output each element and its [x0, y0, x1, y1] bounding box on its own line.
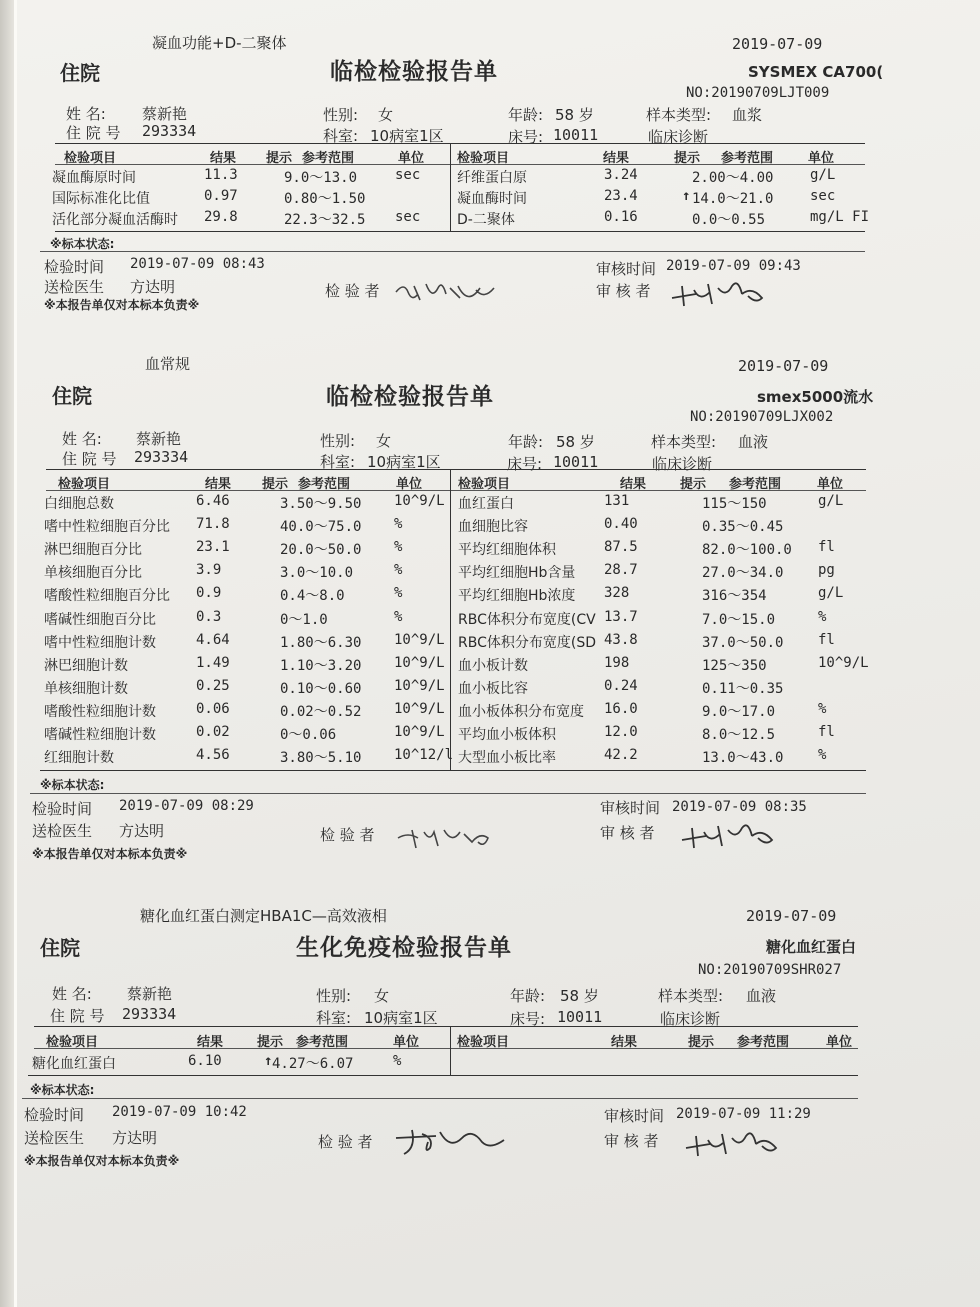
cell-result: 0.16 [604, 209, 638, 225]
patient-sex: 女 [374, 987, 390, 1005]
test-time-label: 检验时间 [32, 800, 93, 818]
header-result: 结果 [205, 477, 232, 492]
cell-ref: 0.10～0.60 [280, 680, 362, 697]
patient-id: 293334 [122, 1005, 177, 1023]
cell-result: 23.4 [604, 188, 638, 204]
reviewer-label: 审 核 者 [596, 282, 651, 300]
header-flag: 提示 [262, 477, 289, 492]
header-unit: 单位 [826, 1035, 853, 1050]
cell-unit: g/L [818, 493, 844, 509]
report-date: 2019-07-09 [732, 35, 823, 53]
review-time: 2019-07-09 09:43 [666, 258, 801, 274]
name-label: 姓 名: [66, 105, 106, 123]
sample-status-label: ※标本状态: [40, 778, 105, 792]
cell-ref: 0.02～0.52 [280, 703, 362, 720]
cell-item: 血红蛋白 [458, 496, 514, 512]
cell-item: 血小板比容 [458, 680, 528, 697]
name-label: 姓 名: [62, 430, 102, 448]
cell-item: 大型血小板比率 [458, 750, 556, 767]
cell-ref: 82.0～100.0 [702, 542, 792, 559]
sample-label: 样本类型: [658, 987, 724, 1005]
report-kind: 住院 [40, 936, 80, 960]
cell-result: 1.49 [196, 654, 230, 671]
header-result: 结果 [611, 1035, 638, 1050]
header-unit: 单位 [398, 151, 425, 166]
cell-item: 血小板计数 [458, 657, 528, 674]
patient-id: 293334 [134, 448, 189, 466]
cell-item: 嗜酸性粒细胞计数 [44, 703, 156, 720]
cell-result: 4.64 [196, 631, 230, 648]
disclaimer: ※本报告单仅对本标本负责※ [44, 298, 200, 312]
header-ref: 参考范围 [298, 477, 351, 492]
header-result: 结果 [210, 151, 237, 166]
cell-unit: % [394, 516, 403, 533]
header-ref: 参考范围 [721, 151, 774, 166]
doctor-label: 送检医生 [44, 278, 105, 296]
header-unit: 单位 [396, 477, 423, 492]
dept-label: 科室: [320, 453, 356, 471]
patient-age: 58 岁 [555, 106, 594, 124]
diagnosis-label: 临床诊断 [652, 455, 713, 473]
table-header-rule [34, 1048, 858, 1049]
age-label: 年龄: [508, 106, 544, 124]
header-item: 检验项目 [458, 477, 511, 492]
cell-item: 国际标准化比值 [52, 191, 150, 207]
cell-ref: 37.0～50.0 [702, 634, 784, 651]
patient-age: 58 岁 [560, 987, 599, 1005]
cell-unit: 10^9/L [394, 493, 445, 509]
cell-ref: 3.50～9.50 [280, 496, 362, 512]
doctor-label: 送检医生 [32, 822, 93, 840]
cell-flag: ↑ [264, 1053, 273, 1069]
cell-result: 43.8 [604, 631, 638, 648]
cell-item: 嗜酸性粒细胞百分比 [44, 588, 170, 605]
header-unit: 单位 [808, 151, 835, 166]
cell-unit: 10^9/L [818, 654, 869, 671]
cell-item: D-二聚体 [457, 212, 515, 228]
cell-ref: 7.0～15.0 [702, 611, 776, 628]
cell-unit: sec [810, 188, 836, 204]
sample-type: 血液 [738, 433, 769, 451]
cell-result: 16.0 [604, 700, 638, 717]
cell-result: 6.10 [188, 1053, 222, 1069]
table-divider [450, 1026, 451, 1075]
header-ref: 参考范围 [302, 151, 355, 166]
cell-ref: 316～354 [702, 588, 767, 605]
patient-age: 58 岁 [556, 433, 595, 451]
cell-ref: 9.0～17.0 [702, 703, 776, 720]
cell-ref: 40.0～75.0 [280, 519, 362, 536]
cell-item: RBC体积分布宽度(CV [458, 611, 596, 628]
report-date: 2019-07-09 [746, 907, 837, 925]
cell-ref: 2.00～4.00 [692, 170, 774, 186]
cell-ref: 27.0～34.0 [702, 565, 784, 582]
cell-item: 血细胞比容 [458, 519, 528, 536]
cell-unit: 10^9/L [394, 631, 445, 648]
patient-name: 蔡新艳 [142, 105, 188, 123]
cell-item: 单核细胞百分比 [44, 565, 142, 582]
sex-label: 性别: [320, 432, 356, 450]
cell-result: 42.2 [604, 747, 638, 764]
sample-label: 样本类型: [646, 106, 712, 124]
cell-result: 0.40 [604, 516, 638, 533]
report-title: 临检检验报告单 [330, 59, 498, 85]
header-ref: 参考范围 [729, 477, 782, 492]
header-item: 检验项目 [58, 477, 111, 492]
sample-type: 血浆 [732, 106, 763, 124]
cell-item: 平均红细胞Hb浓度 [458, 588, 576, 605]
header-item: 检验项目 [46, 1035, 99, 1050]
header-flag: 提示 [688, 1035, 715, 1050]
test-time: 2019-07-09 08:29 [119, 798, 254, 814]
review-time: 2019-07-09 08:35 [672, 799, 807, 815]
instrument-name: SYSMEX CA700( [748, 63, 884, 81]
cell-item: 糖化血红蛋白 [32, 1056, 116, 1072]
cell-result: 23.1 [196, 539, 230, 556]
cell-item: 白细胞总数 [44, 496, 114, 512]
cell-ref: 1.10～3.20 [280, 657, 362, 674]
cell-unit: 10^9/L [394, 654, 445, 671]
header-ref: 参考范围 [737, 1035, 790, 1050]
cell-unit: 10^9/L [394, 724, 445, 740]
table-bottom-rule [28, 1075, 858, 1076]
header-item: 检验项目 [64, 151, 117, 166]
id-label: 住 院 号 [50, 1007, 105, 1025]
header-item: 检验项目 [457, 151, 510, 166]
bed-label: 床号: [508, 128, 544, 146]
cell-ref: 115～150 [702, 496, 767, 512]
sex-label: 性别: [323, 106, 359, 124]
header-ref: 参考范围 [296, 1035, 349, 1050]
report-title: 生化免疫检验报告单 [296, 935, 512, 961]
cell-ref: 4.27～6.07 [272, 1056, 354, 1072]
cell-unit: sec [395, 167, 421, 183]
cell-item: 嗜碱性细胞百分比 [44, 611, 156, 628]
cell-unit: fl [818, 724, 835, 740]
report-number: NO:20190709LJX002 [690, 409, 834, 425]
cell-ref: 0.0～0.55 [692, 212, 766, 228]
cell-unit: mg/L FI [810, 209, 870, 225]
cell-ref: 8.0～12.5 [702, 727, 776, 743]
tester-label: 检 验 者 [318, 1133, 373, 1151]
cell-ref: 20.0～50.0 [280, 542, 362, 559]
cell-result: 198 [604, 654, 630, 671]
bed-no: 10011 [553, 453, 599, 471]
bed-no: 10011 [553, 126, 599, 144]
cell-unit: % [394, 562, 403, 579]
report-subtitle: 糖化血红蛋白测定HBA1C—高效液相 [140, 907, 387, 925]
report-number: NO:20190709SHR027 [698, 962, 842, 978]
cell-item: 平均血小板体积 [458, 727, 556, 743]
report-title: 临检检验报告单 [326, 384, 494, 410]
test-time-label: 检验时间 [44, 258, 105, 276]
cell-item: 凝血酶原时间 [52, 170, 136, 186]
cell-unit: fl [818, 539, 835, 556]
sample-status-label: ※标本状态: [30, 1083, 95, 1097]
diagnosis-label: 临床诊断 [648, 128, 709, 146]
header-unit: 单位 [393, 1035, 420, 1050]
cell-item: 嗜中性粒细胞计数 [44, 634, 156, 651]
cell-ref: 125～350 [702, 657, 767, 674]
dept-label: 科室: [316, 1009, 352, 1027]
cell-unit: % [818, 747, 827, 764]
disclaimer: ※本报告单仅对本标本负责※ [24, 1154, 180, 1168]
cell-result: 0.97 [204, 188, 238, 204]
header-unit: 单位 [817, 477, 844, 492]
cell-result: 13.7 [604, 608, 638, 625]
cell-unit: 10^9/L [394, 700, 445, 717]
cell-unit: pg [818, 562, 835, 579]
test-time-label: 检验时间 [24, 1106, 85, 1124]
review-time-label: 审核时间 [604, 1107, 665, 1125]
cell-ref: 0.80～1.50 [284, 191, 366, 207]
id-label: 住 院 号 [66, 124, 121, 142]
cell-result: 0.02 [196, 724, 230, 740]
cell-unit: % [393, 1053, 402, 1069]
cell-item: 凝血酶时间 [457, 191, 527, 207]
cell-result: 28.7 [604, 562, 638, 579]
tester-label: 检 验 者 [320, 826, 375, 844]
doctor-name: 方达明 [112, 1129, 158, 1147]
cell-item: 嗜碱性粒细胞计数 [44, 727, 156, 743]
sample-type: 血液 [746, 987, 777, 1005]
report-kind: 住院 [52, 384, 92, 408]
cell-ref: 1.80～6.30 [280, 634, 362, 651]
header-item: 检验项目 [457, 1035, 510, 1050]
name-label: 姓 名: [52, 985, 92, 1003]
test-time: 2019-07-09 10:42 [112, 1104, 247, 1120]
cell-result: 131 [604, 493, 630, 509]
report-subtitle: 凝血功能+D-二聚体 [152, 34, 287, 52]
report-kind: 住院 [60, 61, 100, 85]
cell-item: 红细胞计数 [44, 750, 114, 767]
cell-result: 0.25 [196, 677, 230, 694]
cell-unit: % [394, 608, 403, 625]
report-number: NO:20190709LJT009 [686, 85, 830, 101]
header-flag: 提示 [266, 151, 293, 166]
cell-item: 单核细胞计数 [44, 680, 128, 697]
cell-ref: 22.3～32.5 [284, 212, 366, 228]
dept: 10病室1区 [364, 1009, 438, 1027]
cell-result: 71.8 [196, 516, 230, 533]
cell-flag: ↑ [682, 188, 691, 204]
patient-sex: 女 [378, 106, 394, 124]
cell-item: 活化部分凝血活酶时 [52, 212, 178, 228]
cell-ref: 13.0～43.0 [702, 750, 784, 767]
sex-label: 性别: [316, 987, 352, 1005]
cell-unit: % [818, 700, 827, 717]
cell-result: 6.46 [196, 493, 230, 509]
cell-result: 12.0 [604, 724, 638, 740]
age-label: 年龄: [508, 433, 544, 451]
dept: 10病室1区 [367, 453, 441, 471]
disclaimer: ※本报告单仅对本标本负责※ [32, 847, 188, 861]
cell-item: 纤维蛋白原 [457, 170, 527, 186]
cell-result: 3.9 [196, 562, 222, 579]
patient-name: 蔡新艳 [136, 430, 182, 448]
bed-no: 10011 [557, 1008, 603, 1026]
sample-label: 样本类型: [651, 433, 717, 451]
cell-item: 淋巴细胞百分比 [44, 542, 142, 559]
cell-unit: g/L [810, 167, 836, 183]
doctor-label: 送检医生 [24, 1129, 85, 1147]
cell-item: 平均红细胞Hb含量 [458, 565, 576, 582]
sample-status-label: ※标本状态: [50, 237, 115, 251]
cell-ref: 3.0～10.0 [280, 565, 354, 582]
cell-ref: 0.35～0.45 [702, 519, 784, 536]
cell-item: 血小板体积分布宽度 [458, 703, 584, 720]
patient-sex: 女 [376, 432, 392, 450]
header-flag: 提示 [257, 1035, 284, 1050]
table-top-rule [34, 1026, 858, 1027]
cell-result: 0.3 [196, 608, 222, 625]
cell-result: 87.5 [604, 539, 638, 556]
reviewer-label: 审 核 者 [600, 824, 655, 842]
reviewer-signature [682, 1130, 792, 1158]
header-flag: 提示 [680, 477, 707, 492]
cell-ref: 0.4～8.0 [280, 588, 345, 605]
patient-name: 蔡新艳 [127, 985, 173, 1003]
reviewer-label: 审 核 者 [604, 1132, 659, 1150]
cell-result: 328 [604, 585, 630, 602]
cell-unit: % [818, 608, 827, 625]
dept-label: 科室: [323, 127, 359, 145]
cell-result: 29.8 [204, 209, 238, 225]
tester-label: 检 验 者 [325, 282, 380, 300]
cell-result: 11.3 [204, 167, 238, 183]
cell-result: 4.56 [196, 747, 230, 764]
cell-item: 平均红细胞体积 [458, 542, 556, 559]
cell-result: 0.24 [604, 677, 638, 694]
cell-result: 0.9 [196, 585, 222, 602]
instrument-name: 糖化血红蛋白 [766, 938, 857, 956]
cell-unit: 10^12/l [394, 747, 454, 764]
review-time-label: 审核时间 [600, 799, 661, 817]
cell-item: 淋巴细胞计数 [44, 657, 128, 674]
cell-ref: 14.0～21.0 [692, 191, 774, 207]
cell-result: 3.24 [604, 167, 638, 183]
bed-label: 床号: [507, 455, 543, 473]
cell-unit: % [394, 539, 403, 556]
review-time-label: 审核时间 [596, 260, 657, 278]
header-result: 结果 [197, 1035, 224, 1050]
cell-ref: 3.80～5.10 [280, 750, 362, 767]
tester-signature [392, 1124, 507, 1158]
cell-ref: 0～0.06 [280, 727, 337, 743]
report-subtitle: 血常规 [145, 355, 191, 373]
cell-item: RBC体积分布宽度(SD [458, 634, 596, 651]
cell-ref: 0.11～0.35 [702, 680, 784, 697]
cell-unit: g/L [818, 585, 844, 602]
cell-unit: fl [818, 631, 835, 648]
bed-label: 床号: [510, 1010, 546, 1028]
diagnosis-label: 临床诊断 [660, 1010, 721, 1028]
report-date: 2019-07-09 [738, 357, 829, 375]
patient-id: 293334 [142, 122, 197, 140]
instrument-name: smex5000流水 [757, 388, 874, 406]
dept: 10病室1区 [370, 127, 444, 145]
review-time: 2019-07-09 11:29 [676, 1106, 811, 1122]
doctor-name: 方达明 [130, 278, 176, 296]
header-result: 结果 [620, 477, 647, 492]
cell-ref: 0～1.0 [280, 611, 328, 628]
cell-unit: 10^9/L [394, 677, 445, 694]
cell-ref: 9.0～13.0 [284, 170, 358, 186]
status-rule [22, 1098, 858, 1099]
cell-item: 嗜中性粒细胞百分比 [44, 519, 170, 536]
header-flag: 提示 [674, 151, 701, 166]
id-label: 住 院 号 [62, 450, 117, 468]
test-time: 2019-07-09 08:43 [130, 256, 265, 272]
age-label: 年龄: [510, 987, 546, 1005]
cell-unit: % [394, 585, 403, 602]
doctor-name: 方达明 [119, 822, 165, 840]
cell-unit: sec [395, 209, 421, 225]
header-result: 结果 [603, 151, 630, 166]
cell-result: 0.06 [196, 700, 230, 717]
